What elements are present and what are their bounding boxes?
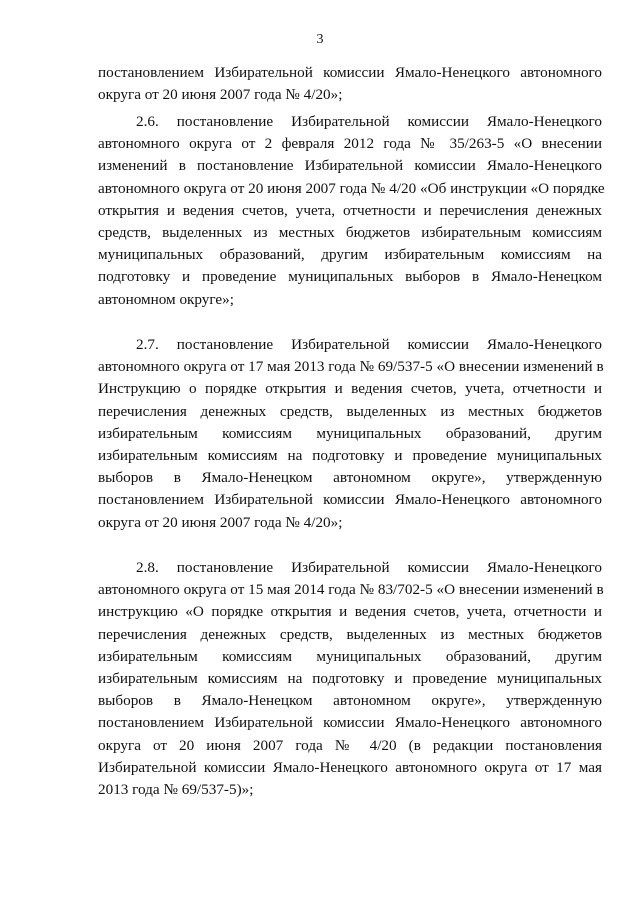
paragraph-2-8 <box>98 557 602 801</box>
text-line: открытия и ведения счетов, учета, отчетности и перечисления денежных <box>98 201 602 219</box>
paragraph-2-7 <box>98 334 602 534</box>
text-line: Избирательной комиссии Ямало-Ненецкого автономного округа от 17 мая <box>98 758 602 776</box>
text-line: 2.6. постановление Избирательной комиссии Ямало-Ненецкого <box>136 113 602 130</box>
text-line: округа от 20 июня 2007 года № 4/20»; <box>98 86 343 104</box>
text-line: постановлением Избирательной комиссии Ямало-Ненецкого автономного <box>98 714 602 732</box>
text-line: изменений в постановление Избирательной комиссии Ямало-Ненецкого <box>98 157 602 175</box>
text-line: округа от 20 июня 2007 года № 4/20 (в редакции постановления <box>98 736 602 754</box>
text-line: муниципальных образований, другим избирательным комиссиям на <box>98 246 602 264</box>
text-line: инструкцию «О порядке открытия и ведения счетов, учета, отчетности и <box>98 603 602 621</box>
text-line: автономного округа от 17 мая 2013 года № 69/537-5 «О внесении изменений в <box>98 358 604 376</box>
text-line: выборов в Ямало-Ненецком автономном округе», утвержденную <box>98 469 602 487</box>
text-line: избирательным комиссиям на подготовку и проведение муниципальных <box>98 446 602 464</box>
paragraph-2-6 <box>98 111 605 311</box>
text-line: автономного округа от 20 июня 2007 года № 4/20 «Об инструкции «О порядке <box>98 179 605 197</box>
text-line: перечисления денежных средств, выделенных из местных бюджетов <box>98 625 602 643</box>
text-line: автономного округа от 15 мая 2014 года № 83/702-5 «О внесении изменений в <box>98 581 604 599</box>
paragraph-continuation <box>98 62 602 106</box>
text-line: 2.8. постановление Избирательной комиссии Ямало-Ненецкого <box>136 559 602 576</box>
text-line: избирательным комиссиям на подготовку и проведение муниципальных <box>98 669 602 687</box>
text-line: перечисления денежных средств, выделенных из местных бюджетов <box>98 402 602 420</box>
page-number: 3 <box>316 32 324 47</box>
text-line: постановлением Избирательной комиссии Ямало-Ненецкого автономного <box>98 491 602 509</box>
text-line: 2.7. постановление Избирательной комиссии Ямало-Ненецкого <box>136 336 602 353</box>
text-line: выборов в Ямало-Ненецком автономном округе», утвержденную <box>98 692 602 710</box>
text-line: Инструкцию о порядке открытия и ведения счетов, учета, отчетности и <box>98 380 602 398</box>
text-line: средств, выделенных из местных бюджетов избирательным комиссиям <box>98 223 602 241</box>
text-line: 2013 года № 69/537-5)»; <box>98 780 254 798</box>
text-line: округа от 20 июня 2007 года № 4/20»; <box>98 513 343 531</box>
text-line: избирательным комиссиям муниципальных образований, другим <box>98 424 602 442</box>
text-line: автономного округа от 2 февраля 2012 года № 35/263-5 «О внесении <box>98 135 602 153</box>
text-line: автономном округе»; <box>98 290 234 308</box>
text-line: подготовку и проведение муниципальных выборов в Ямало-Ненецком <box>98 268 602 286</box>
text-line: постановлением Избирательной комиссии Ямало-Ненецкого автономного <box>98 64 602 81</box>
text-line: избирательным комиссиям муниципальных образований, другим <box>98 647 602 665</box>
